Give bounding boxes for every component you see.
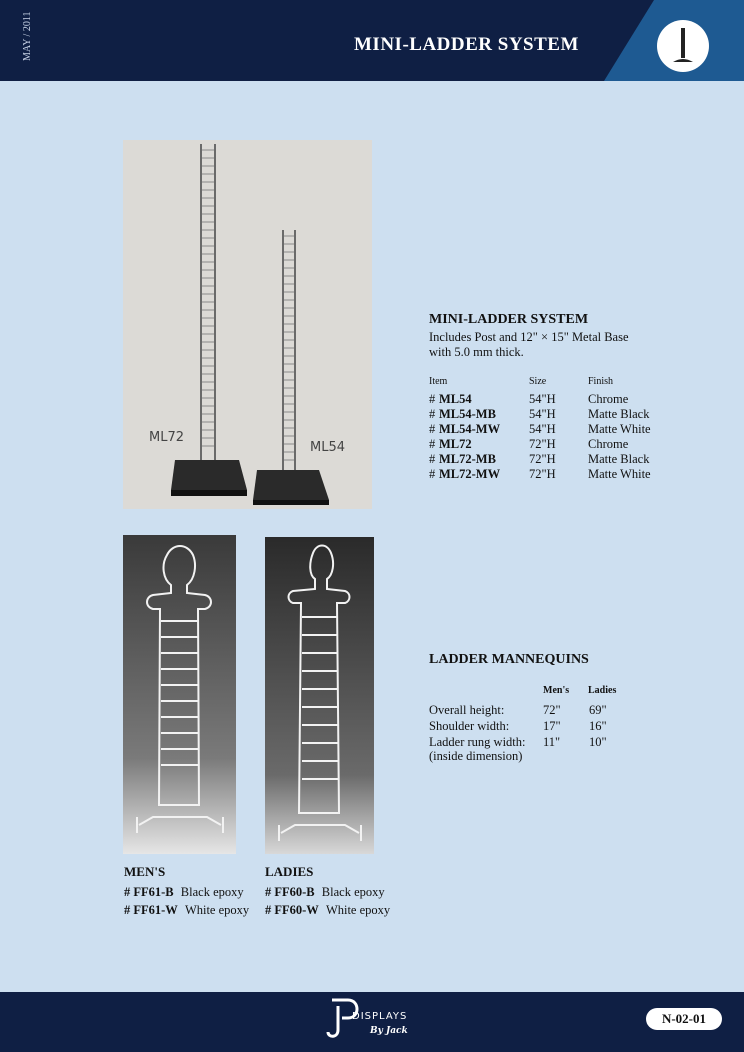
product-code-row [265,903,390,919]
dimension-label: Ladder rung width: [429,735,526,749]
item-finish: Chrome [588,437,629,451]
product-code-row [265,885,385,901]
spec-row [429,437,689,452]
ladies-value: 69" [589,703,607,717]
mens-value: 17" [543,719,561,733]
dimension-row [429,719,649,735]
row-prefix: # [429,392,436,406]
item-finish: Matte White [588,467,651,481]
item-finish: Matte White [588,422,651,436]
row-prefix: # [429,467,436,481]
item-code: ML72-MW [439,467,501,481]
item-code: ML72 [439,437,472,451]
product-code: # FF61-W [124,903,178,917]
dimension-label: Overall height: [429,703,505,717]
ladies-mannequin-photo [265,537,374,854]
issue-date: MAY / 2011 [22,12,33,62]
item-finish: Chrome [588,392,629,406]
page-title: MINI-LADDER SYSTEM [354,34,579,55]
product-finish: Black epoxy [321,885,385,899]
ml54-photo-label: ML54 [310,440,346,455]
dimension-label: Shoulder width: [429,719,510,733]
item-size: 72"H [529,437,556,451]
item-code: ML54-MW [439,422,501,436]
spec-row [429,467,689,482]
spec-row [429,452,689,467]
row-prefix: # [429,452,436,466]
dimension-row [429,703,649,719]
ladder-stand-icon [657,20,709,72]
product-code-row [124,903,249,919]
item-size: 72"H [529,467,556,481]
product-code-row [124,885,244,901]
ladies-value: 10" [589,735,607,749]
dimension-note: (inside dimension) [429,749,523,763]
mini-ladder-desc-1: Includes Post and 12" × 15" Metal Base [429,330,629,344]
col-header-ladies: Ladies [588,685,617,696]
mini-ladder-desc-2: with 5.0 mm thick. [429,345,524,359]
spec-row [429,407,689,422]
item-finish: Matte Black [588,452,650,466]
ladies-title: LADIES [265,864,314,879]
item-code: ML54-MB [439,407,496,421]
col-header-mens: Men's [543,685,570,696]
mens-value: 11" [543,735,561,749]
spec-row [429,422,689,437]
mens-value: 72" [543,703,561,717]
ladies-value: 16" [589,719,607,733]
brand-tagline: By Jack [370,1026,408,1036]
item-finish: Matte Black [588,407,650,421]
item-size: 72"H [529,452,556,466]
item-size: 54"H [529,407,556,421]
mannequins-title: LADDER MANNEQUINS [429,652,589,667]
row-prefix: # [429,407,436,421]
ml72-photo-label: ML72 [149,430,185,445]
brand-name: DISPLAYS [352,1011,408,1022]
row-prefix: # [429,422,436,436]
product-code: # FF60-W [265,903,319,917]
mens-mannequin-photo [123,535,236,854]
product-finish: White epoxy [184,903,250,917]
mini-ladder-title: MINI-LADDER SYSTEM [429,312,589,327]
mens-title: MEN'S [124,864,166,879]
col-header-item: Item [429,376,448,387]
col-header-size: Size [529,376,547,387]
row-prefix: # [429,437,436,451]
product-finish: Black epoxy [180,885,244,899]
product-code: # FF61-B [124,885,174,899]
item-code: ML72-MB [439,452,496,466]
page-number: N-02-01 [646,1008,722,1030]
item-size: 54"H [529,392,556,406]
spec-row [429,392,689,407]
item-code: ML54 [439,392,472,406]
product-code: # FF60-B [265,885,315,899]
item-size: 54"H [529,422,556,436]
col-header-finish: Finish [588,376,614,387]
product-finish: White epoxy [325,903,391,917]
